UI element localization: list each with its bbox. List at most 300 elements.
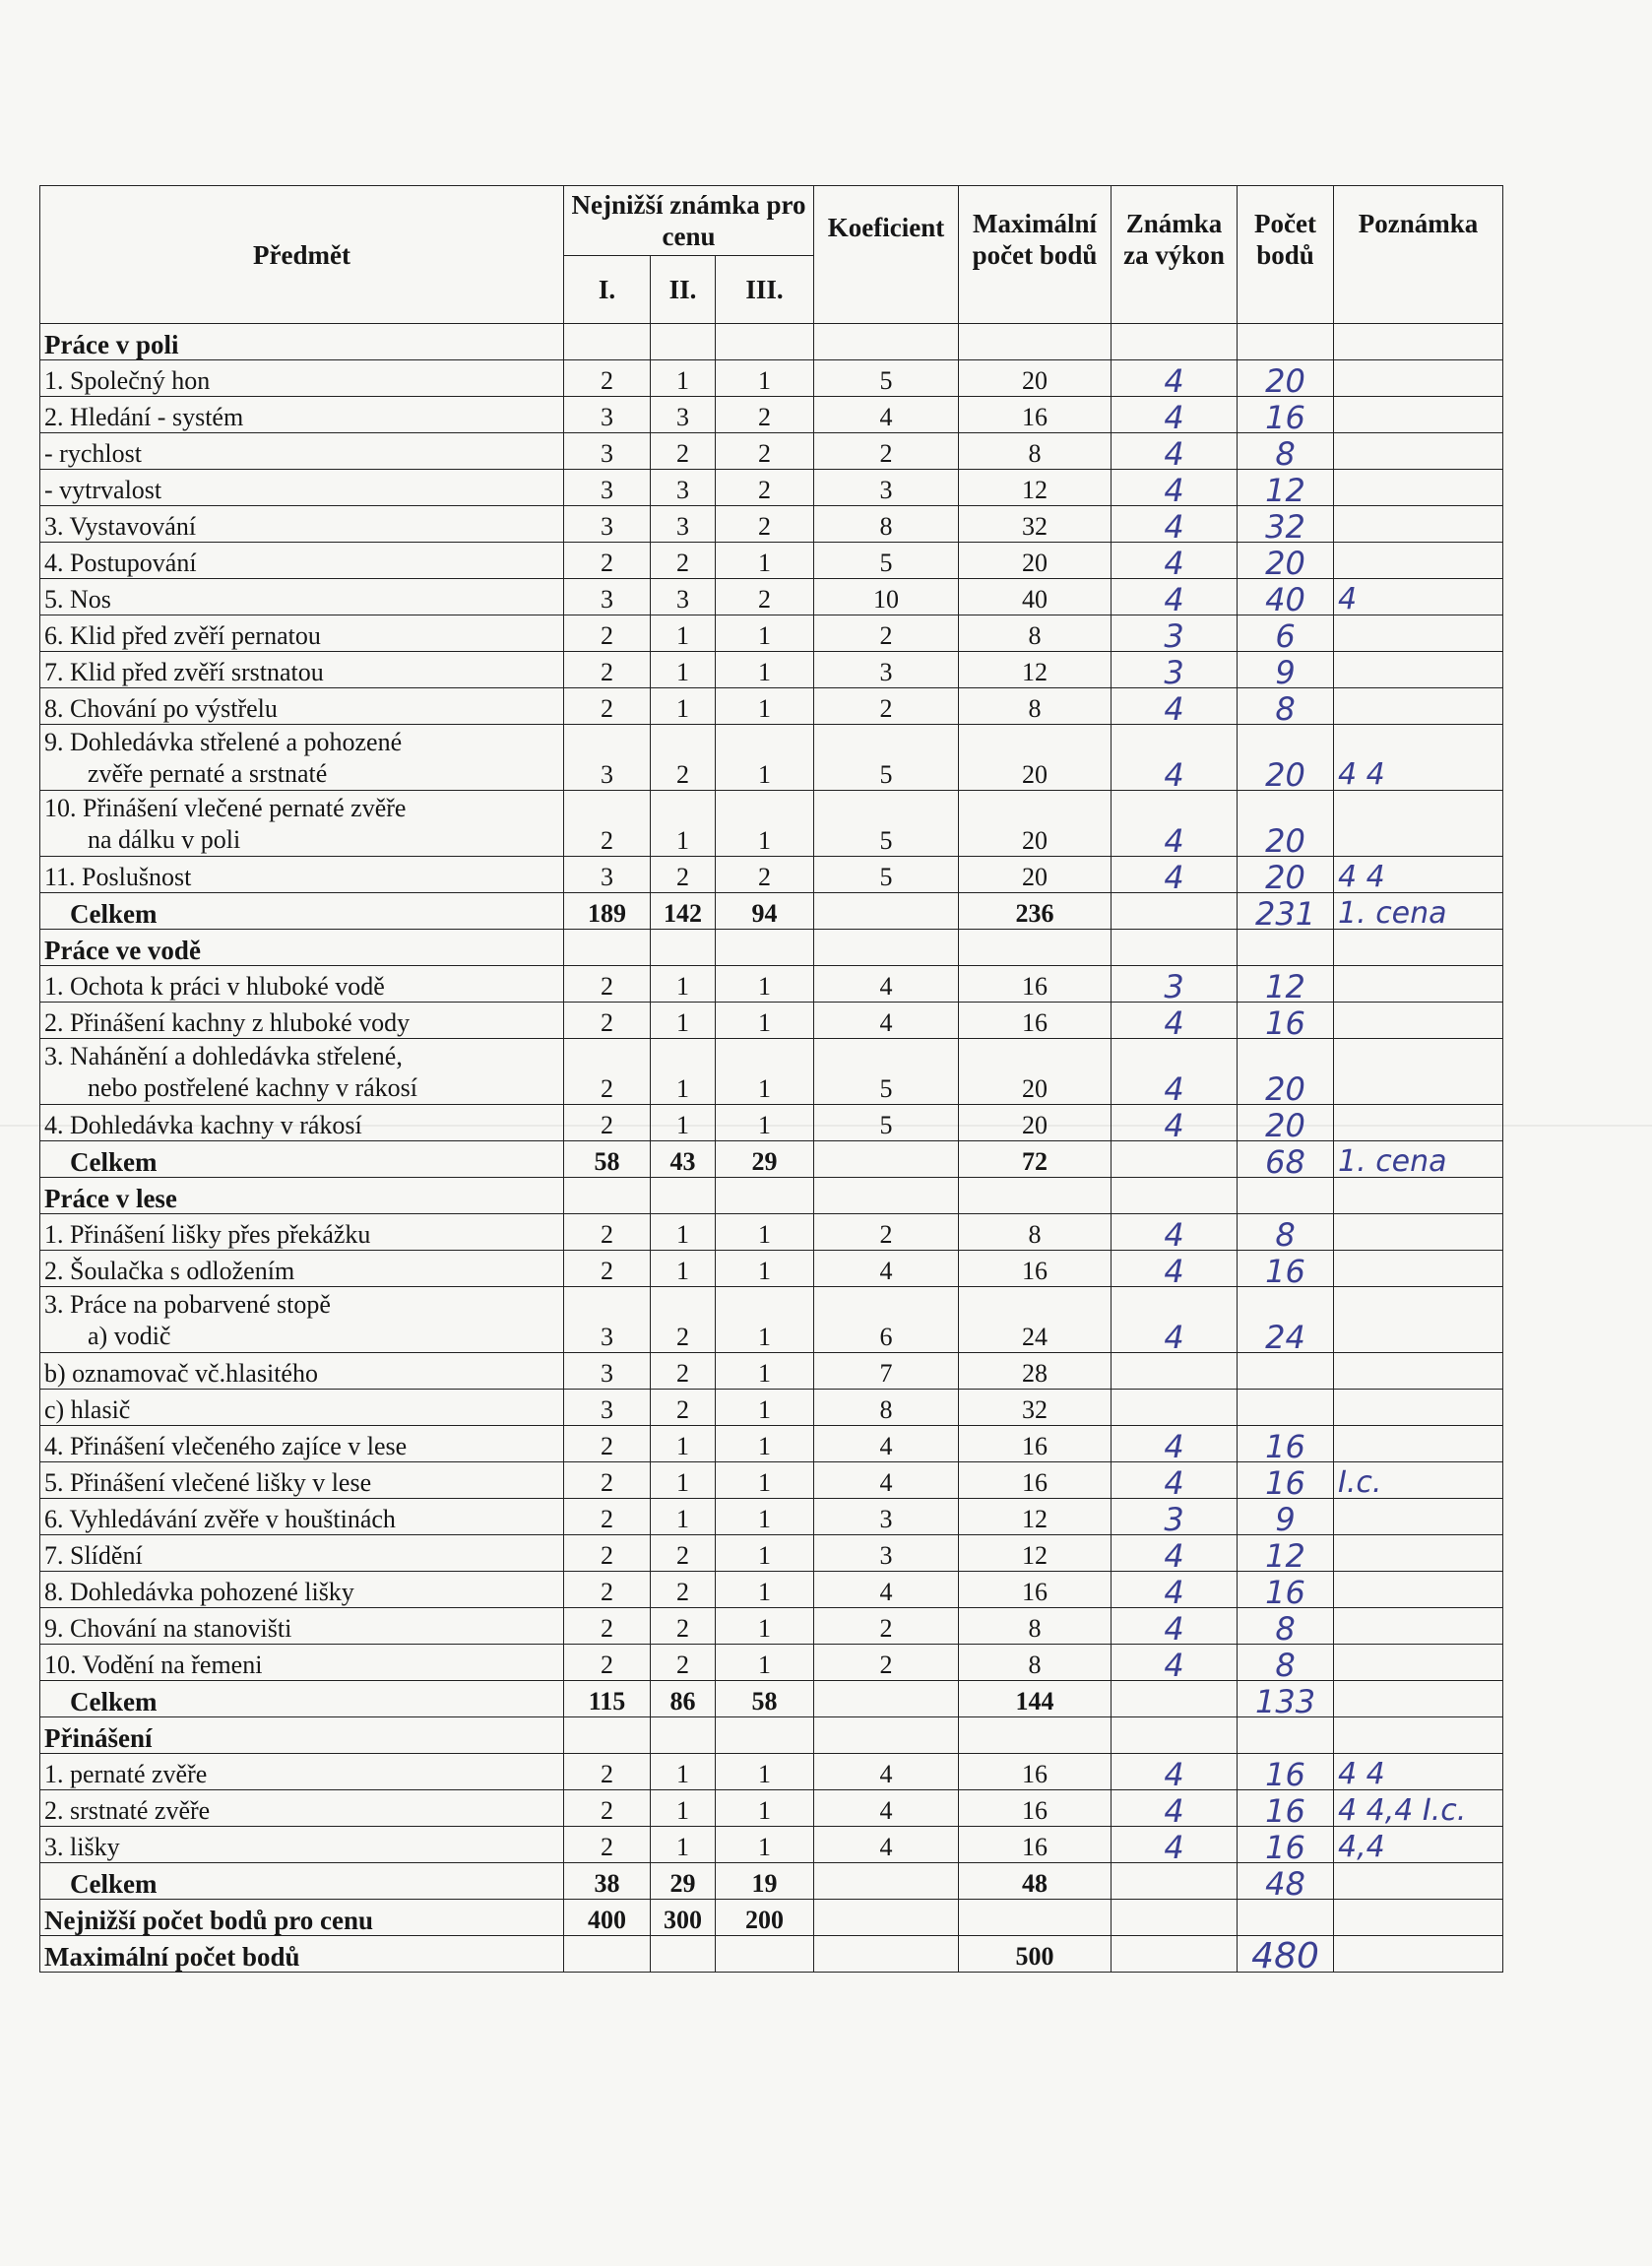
grade-1-cell: 2 [564,1462,651,1499]
table-row [40,1105,1503,1141]
note-handwritten [1334,1214,1503,1251]
row-label [40,1287,564,1353]
table-row [40,725,1503,791]
points-handwritten: 32 [1238,506,1334,543]
points-handwritten: 20 [1238,857,1334,893]
total-label: Celkem [40,1141,564,1178]
grade-handwritten: 3 [1112,615,1238,652]
coefficient-cell: 8 [814,506,959,543]
table-row [40,1003,1503,1039]
max-points-cell: 12 [959,470,1112,506]
grade-3-cell: 2 [716,433,814,470]
max-points-cell: 12 [959,652,1112,688]
grade-3-cell: 1 [716,1353,814,1390]
grade-1-cell: 2 [564,1645,651,1681]
grade-1-cell: 3 [564,397,651,433]
coefficient-cell: 3 [814,470,959,506]
table-row [40,397,1503,433]
row-label: 10. Vodění na řemeni [40,1645,564,1681]
grade-1-cell: 3 [564,506,651,543]
row-label: 3. lišky [40,1827,564,1863]
note-handwritten [1334,615,1503,652]
grade-2-cell: 2 [651,1353,716,1390]
grade-3-cell: 1 [716,1039,814,1105]
note-handwritten [1334,652,1503,688]
grade-1-cell: 2 [564,1214,651,1251]
section-title: Práce v lese [40,1178,564,1214]
grade-3-cell: 1 [716,725,814,791]
grade-handwritten: 4 [1112,506,1238,543]
coefficient-cell: 8 [814,1390,959,1426]
grade-3-cell: 1 [716,652,814,688]
total-grade-1: 58 [564,1141,651,1178]
points-handwritten: 16 [1238,1462,1334,1499]
grade-2-cell: 1 [651,966,716,1003]
grade-2-cell: 1 [651,1003,716,1039]
total-grade-3: 19 [716,1863,814,1900]
note-handwritten: 4 4 [1334,857,1503,893]
points-handwritten: 16 [1238,1003,1334,1039]
max-points-cell: 16 [959,1003,1112,1039]
max-points-cell: 16 [959,1251,1112,1287]
header-grade-performance: Známka za výkon [1112,186,1238,324]
grade-3-cell: 1 [716,1535,814,1572]
grade-3-cell: 1 [716,1754,814,1790]
note-handwritten: I.c. [1334,1462,1503,1499]
grade-2-cell: 3 [651,397,716,433]
table-row [40,1426,1503,1462]
grade-handwritten: 4 [1112,1003,1238,1039]
empty-cell [1334,324,1503,360]
row-label: 4. Postupování [40,543,564,579]
empty-cell [814,324,959,360]
note-handwritten [1334,470,1503,506]
section-title: Práce v poli [40,324,564,360]
grade-handwritten: 4 [1112,1572,1238,1608]
empty-cell [716,1717,814,1754]
empty-cell [1238,1717,1334,1754]
grade-1-cell: 2 [564,1790,651,1827]
grade-2-cell: 1 [651,1462,716,1499]
table-row [40,857,1503,893]
row-label: 1. Společný hon [40,360,564,397]
min-points-row [40,1900,1503,1936]
coefficient-cell: 3 [814,652,959,688]
coefficient-cell: 2 [814,615,959,652]
grade-1-cell: 2 [564,1105,651,1141]
points-handwritten: 16 [1238,1426,1334,1462]
empty-cell [814,1178,959,1214]
table-row [40,1608,1503,1645]
max-points-cell: 32 [959,1390,1112,1426]
grade-3-cell: 1 [716,1462,814,1499]
grade-1-cell: 3 [564,1353,651,1390]
row-label: 8. Chování po výstřelu [40,688,564,725]
coefficient-cell: 5 [814,791,959,857]
section-header-row [40,1178,1503,1214]
grade-3-cell: 1 [716,1499,814,1535]
grade-handwritten: 3 [1112,1499,1238,1535]
points-handwritten: 20 [1238,360,1334,397]
row-label: 1. Ochota k práci v hluboké vodě [40,966,564,1003]
table-row [40,1251,1503,1287]
grade-2-cell: 2 [651,1645,716,1681]
points-handwritten: 6 [1238,615,1334,652]
row-label: 6. Vyhledávání zvěře v houštinách [40,1499,564,1535]
max-points-cell: 16 [959,1790,1112,1827]
max-points-cell: 16 [959,397,1112,433]
points-handwritten: 8 [1238,433,1334,470]
empty-cell [1334,1936,1503,1973]
row-label-line1: 3. Práce na pobarvené stopě [44,1290,331,1319]
max-points-cell: 20 [959,1039,1112,1105]
grade-handwritten: 4 [1112,470,1238,506]
max-points-cell: 16 [959,1754,1112,1790]
empty-cell [651,1178,716,1214]
empty-cell [814,1900,959,1936]
empty-cell [814,893,959,930]
section-title: Práce ve vodě [40,930,564,966]
points-handwritten: 40 [1238,579,1334,615]
table-row [40,470,1503,506]
grade-2-cell: 1 [651,1499,716,1535]
total-max-points: 72 [959,1141,1112,1178]
coefficient-cell: 6 [814,1287,959,1353]
empty-cell [1112,1681,1238,1717]
points-handwritten: 20 [1238,725,1334,791]
coefficient-cell: 5 [814,360,959,397]
grade-3-cell: 2 [716,470,814,506]
max-points-cell: 8 [959,615,1112,652]
note-handwritten [1334,1287,1503,1353]
grade-handwritten [1112,1353,1238,1390]
header-coefficient: Koeficient [814,186,959,324]
grade-handwritten [1112,1390,1238,1426]
note-handwritten [1334,791,1503,857]
row-label: 1. Přinášení lišky přes překážku [40,1214,564,1251]
row-label: 6. Klid před zvěří pernatou [40,615,564,652]
total-max-points: 236 [959,893,1112,930]
row-label: 2. Hledání - systém [40,397,564,433]
table-row [40,1462,1503,1499]
header-grade-3: III. [716,256,814,324]
grade-2-cell: 3 [651,470,716,506]
row-label: 4. Dohledávka kachny v rákosí [40,1105,564,1141]
table-row [40,1353,1503,1390]
empty-cell [814,1717,959,1754]
total-row [40,893,1503,930]
table-row [40,688,1503,725]
points-handwritten: 8 [1238,1645,1334,1681]
grade-2-cell: 2 [651,725,716,791]
grade-1-cell: 2 [564,1039,651,1105]
table-row [40,791,1503,857]
row-label: 4. Přinášení vlečeného zajíce v lese [40,1426,564,1462]
grade-2-cell: 1 [651,1214,716,1251]
total-points-handwritten: 68 [1238,1141,1334,1178]
total-grade-1: 189 [564,893,651,930]
header-grade-2: II. [651,256,716,324]
points-handwritten: 20 [1238,543,1334,579]
max-points-cell: 12 [959,1499,1112,1535]
table-row [40,1214,1503,1251]
grade-handwritten: 4 [1112,1039,1238,1105]
grade-2-cell: 3 [651,579,716,615]
grade-2-cell: 1 [651,1827,716,1863]
grade-1-cell: 2 [564,1499,651,1535]
note-handwritten [1334,1645,1503,1681]
note-handwritten: 4,4 [1334,1827,1503,1863]
points-handwritten: 9 [1238,652,1334,688]
empty-cell [814,930,959,966]
grade-3-cell: 1 [716,1790,814,1827]
empty-cell [1112,1936,1238,1973]
coefficient-cell: 3 [814,1535,959,1572]
empty-cell [716,1936,814,1973]
note-handwritten [1334,360,1503,397]
total-grade-2: 86 [651,1681,716,1717]
table-row [40,966,1503,1003]
coefficient-cell: 4 [814,1251,959,1287]
coefficient-cell: 4 [814,397,959,433]
max-points-cell: 24 [959,1287,1112,1353]
empty-cell [651,930,716,966]
points-handwritten: 20 [1238,791,1334,857]
empty-cell [814,1141,959,1178]
points-handwritten [1238,1390,1334,1426]
empty-cell [959,1717,1112,1754]
grade-handwritten: 4 [1112,688,1238,725]
coefficient-cell: 4 [814,1790,959,1827]
empty-cell [1238,1178,1334,1214]
total-label: Celkem [40,1863,564,1900]
empty-cell [716,930,814,966]
points-handwritten: 16 [1238,1754,1334,1790]
empty-cell [1238,324,1334,360]
empty-cell [814,1681,959,1717]
grade-2-cell: 3 [651,506,716,543]
max-points-cell: 20 [959,1105,1112,1141]
row-label: 8. Dohledávka pohozené lišky [40,1572,564,1608]
grade-3-cell: 1 [716,1390,814,1426]
points-handwritten: 20 [1238,1105,1334,1141]
max-points-cell: 32 [959,506,1112,543]
grade-2-cell: 1 [651,360,716,397]
note-handwritten [1334,1608,1503,1645]
row-label-line2: na dálku v poli [88,825,241,854]
min-points-1: 400 [564,1900,651,1936]
grade-2-cell: 1 [651,652,716,688]
row-label: 7. Slídění [40,1535,564,1572]
grade-1-cell: 3 [564,470,651,506]
table-row [40,543,1503,579]
max-points-cell: 8 [959,1608,1112,1645]
max-points-cell: 20 [959,725,1112,791]
grade-3-cell: 1 [716,688,814,725]
total-points-handwritten: 480 [1238,1936,1334,1973]
row-label: 3. Vystavování [40,506,564,543]
grade-2-cell: 2 [651,1572,716,1608]
empty-cell [564,930,651,966]
grade-handwritten: 4 [1112,725,1238,791]
grade-3-cell: 1 [716,1287,814,1353]
empty-cell [564,1178,651,1214]
row-label: 7. Klid před zvěří srstnatou [40,652,564,688]
grade-3-cell: 1 [716,1572,814,1608]
grade-handwritten: 4 [1112,543,1238,579]
total-row [40,1681,1503,1717]
grade-3-cell: 1 [716,1214,814,1251]
note-handwritten [1334,688,1503,725]
max-points-row [40,1936,1503,1973]
note-handwritten [1334,543,1503,579]
points-handwritten: 12 [1238,1535,1334,1572]
grade-3-cell: 2 [716,397,814,433]
empty-cell [959,1900,1112,1936]
header-points: Počet bodů [1238,186,1334,324]
min-points-3: 200 [716,1900,814,1936]
table-row [40,1827,1503,1863]
empty-cell [1112,1863,1238,1900]
grade-2-cell: 1 [651,1039,716,1105]
note-handwritten [1334,1003,1503,1039]
coefficient-cell: 5 [814,725,959,791]
points-handwritten: 9 [1238,1499,1334,1535]
grade-handwritten: 4 [1112,1645,1238,1681]
row-label-line1: 3. Nahánění a dohledávka střelené, [44,1042,403,1070]
grade-handwritten: 4 [1112,1790,1238,1827]
coefficient-cell: 7 [814,1353,959,1390]
total-label: Celkem [40,893,564,930]
grade-handwritten: 4 [1112,791,1238,857]
grade-3-cell: 1 [716,1251,814,1287]
grade-handwritten: 3 [1112,652,1238,688]
table-row [40,1499,1503,1535]
grade-2-cell: 2 [651,1608,716,1645]
coefficient-cell: 2 [814,688,959,725]
table-header [40,186,1503,324]
table-row [40,1754,1503,1790]
points-handwritten: 12 [1238,966,1334,1003]
max-points-cell: 28 [959,1353,1112,1390]
grade-handwritten: 4 [1112,1462,1238,1499]
empty-cell [1334,930,1503,966]
grade-3-cell: 1 [716,360,814,397]
empty-cell [716,324,814,360]
grade-3-cell: 1 [716,791,814,857]
grade-3-cell: 1 [716,1608,814,1645]
empty-cell [1334,1717,1503,1754]
grade-handwritten: 4 [1112,1608,1238,1645]
grade-1-cell: 2 [564,543,651,579]
grade-2-cell: 1 [651,615,716,652]
empty-cell [564,1717,651,1754]
note-handwritten [1334,1105,1503,1141]
header-subject: Předmět [40,186,564,324]
grade-2-cell: 2 [651,1535,716,1572]
empty-cell [1112,930,1238,966]
grade-1-cell: 3 [564,1390,651,1426]
note-handwritten [1334,397,1503,433]
coefficient-cell: 4 [814,1572,959,1608]
note-handwritten [1334,966,1503,1003]
empty-cell [959,1178,1112,1214]
grade-handwritten: 4 [1112,1214,1238,1251]
coefficient-cell: 2 [814,1214,959,1251]
max-points-cell: 16 [959,966,1112,1003]
max-points-cell: 8 [959,433,1112,470]
note-handwritten [1334,506,1503,543]
header-note: Poznámka [1334,186,1503,324]
grade-handwritten: 4 [1112,857,1238,893]
grade-3-cell: 2 [716,857,814,893]
points-handwritten: 12 [1238,470,1334,506]
grade-handwritten: 4 [1112,1287,1238,1353]
points-handwritten: 8 [1238,1214,1334,1251]
coefficient-cell: 5 [814,857,959,893]
coefficient-cell: 5 [814,543,959,579]
coefficient-cell: 5 [814,1105,959,1141]
grade-handwritten: 4 [1112,360,1238,397]
grade-handwritten: 3 [1112,966,1238,1003]
points-handwritten: 8 [1238,688,1334,725]
grade-2-cell: 1 [651,688,716,725]
points-handwritten: 24 [1238,1287,1334,1353]
empty-cell [651,324,716,360]
empty-cell [651,1717,716,1754]
max-points-total: 500 [959,1936,1112,1973]
empty-cell [1112,1900,1238,1936]
grade-1-cell: 2 [564,1003,651,1039]
grade-3-cell: 2 [716,579,814,615]
row-label: c) hlasič [40,1390,564,1426]
table-row [40,1572,1503,1608]
points-handwritten: 16 [1238,1572,1334,1608]
grade-1-cell: 3 [564,725,651,791]
section-header-row [40,324,1503,360]
grade-2-cell: 1 [651,1251,716,1287]
row-label: 1. pernaté zvěře [40,1754,564,1790]
grade-1-cell: 3 [564,579,651,615]
total-note-handwritten [1334,1863,1503,1900]
grade-2-cell: 1 [651,1754,716,1790]
grade-handwritten: 4 [1112,433,1238,470]
max-points-cell: 16 [959,1426,1112,1462]
total-max-points: 144 [959,1681,1112,1717]
grade-2-cell: 2 [651,543,716,579]
total-grade-2: 142 [651,893,716,930]
note-handwritten [1334,1039,1503,1105]
total-label: Celkem [40,1681,564,1717]
note-handwritten [1334,1390,1503,1426]
grade-1-cell: 2 [564,360,651,397]
row-label: 2. Přinášení kachny z hluboké vody [40,1003,564,1039]
coefficient-cell: 2 [814,1645,959,1681]
table-row [40,433,1503,470]
empty-cell [814,1936,959,1973]
empty-cell [959,930,1112,966]
empty-cell [1112,1717,1238,1754]
points-handwritten: 8 [1238,1608,1334,1645]
grade-1-cell: 2 [564,1572,651,1608]
grade-handwritten: 4 [1112,397,1238,433]
total-grade-1: 115 [564,1681,651,1717]
empty-cell [1238,1900,1334,1936]
grade-1-cell: 2 [564,615,651,652]
empty-cell [959,324,1112,360]
grade-handwritten: 4 [1112,1426,1238,1462]
empty-cell [1334,1178,1503,1214]
